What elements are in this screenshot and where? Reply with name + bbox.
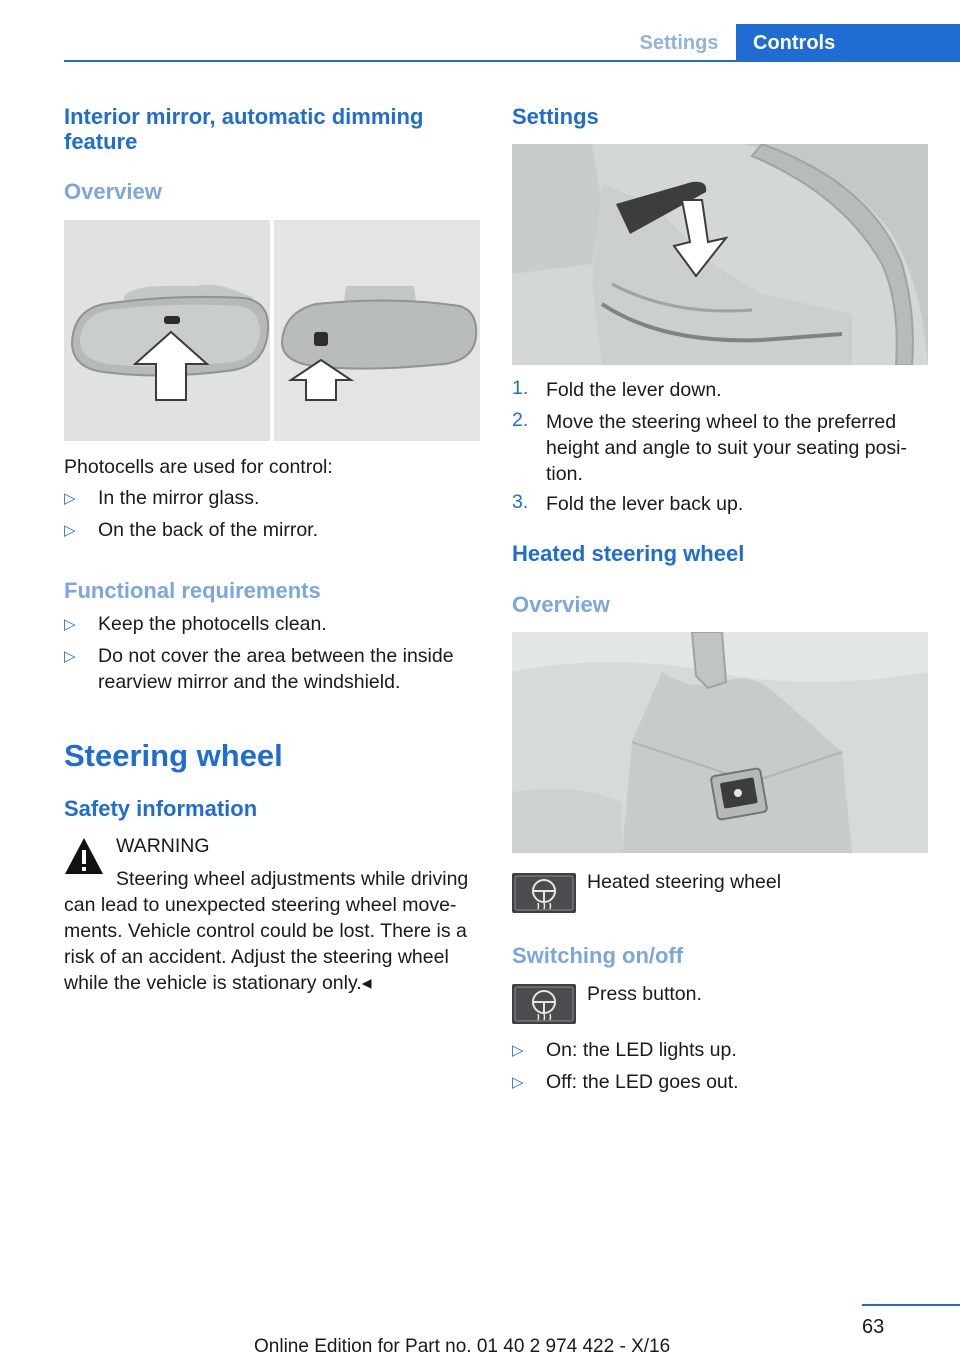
bullet-icon: ▷: [64, 522, 76, 539]
heated-steering-illustration: [512, 632, 928, 853]
mirror-photo: [64, 220, 480, 441]
bullet-icon: ▷: [64, 490, 76, 507]
footer-rule: [862, 1304, 960, 1306]
bullet-icon: ▷: [64, 616, 76, 633]
subheading-overview-heated: Overview: [512, 592, 610, 617]
heading-heated-steering-wheel: Heated steering wheel: [512, 541, 745, 566]
footer-edition: Online Edition for Part no. 01 40 2 974 422 - X/16: [254, 1336, 671, 1357]
bullet-icon: ▷: [512, 1042, 524, 1059]
led-item-on: On: the LED lights up.: [546, 1039, 737, 1061]
subheading-functional-requirements: Functional requirements: [64, 578, 321, 603]
warning-text: Steering wheel adjustments while driving can lead to unexpected steering wheel movements. Vehicle control could be lost. There is a risk of an accident. Adjust the steering wheel while the vehicle is stationary only.◂: [64, 868, 469, 994]
requirement-item-clean: Keep the photocells clean.: [98, 613, 327, 635]
heading-settings: Settings: [512, 104, 599, 129]
steering-lever-photo: [512, 144, 928, 365]
subheading-overview-mirror: Overview: [64, 179, 162, 204]
heading-steering-wheel: Steering wheel: [64, 738, 283, 773]
step-number: 2.: [512, 409, 529, 431]
subheading-switching-on-off: Switching on/off: [512, 943, 684, 968]
subheading-safety-information: Safety information: [64, 796, 258, 821]
step-move-steering-wheel: Move the steering wheel to the preferred height and angle to suit your seating position.: [546, 411, 907, 485]
page-number: 63: [862, 1316, 885, 1338]
warning-label: WARNING: [116, 835, 210, 857]
icon-caption-heated-steering-wheel: Heated steering wheel: [587, 871, 782, 893]
step-number: 3.: [512, 491, 529, 513]
steering-lever-illustration: [512, 144, 928, 365]
led-item-off: Off: the LED goes out.: [546, 1071, 739, 1093]
photocell-item-glass: In the mirror glass.: [98, 487, 260, 509]
heated-steering-wheel-icon: [512, 984, 576, 1024]
header-tab-settings[interactable]: Settings: [639, 32, 719, 54]
photocell-intro: Photocells are used for control:: [64, 456, 333, 478]
header-rule: [64, 60, 960, 62]
bullet-icon: ▷: [64, 648, 76, 665]
photocell-item-back: On the back of the mirror.: [98, 519, 319, 541]
section-title-interior-mirror: Interior mirror, automatic dimming feature: [64, 104, 424, 154]
mirror-illustration: [64, 220, 480, 441]
bullet-icon: ▷: [512, 1074, 524, 1091]
heated-steering-photo: [512, 632, 928, 853]
heated-steering-wheel-icon: [512, 873, 576, 913]
requirement-item-cover: Do not cover the area between the inside rearview mirror and the windshield.: [98, 645, 454, 693]
header-tab-controls[interactable]: Controls: [736, 24, 960, 62]
press-button-text: Press button.: [587, 983, 702, 1005]
step-fold-lever-down: Fold the lever down.: [546, 379, 722, 401]
step-number: 1.: [512, 377, 529, 399]
step-fold-lever-up: Fold the lever back up.: [546, 493, 744, 515]
